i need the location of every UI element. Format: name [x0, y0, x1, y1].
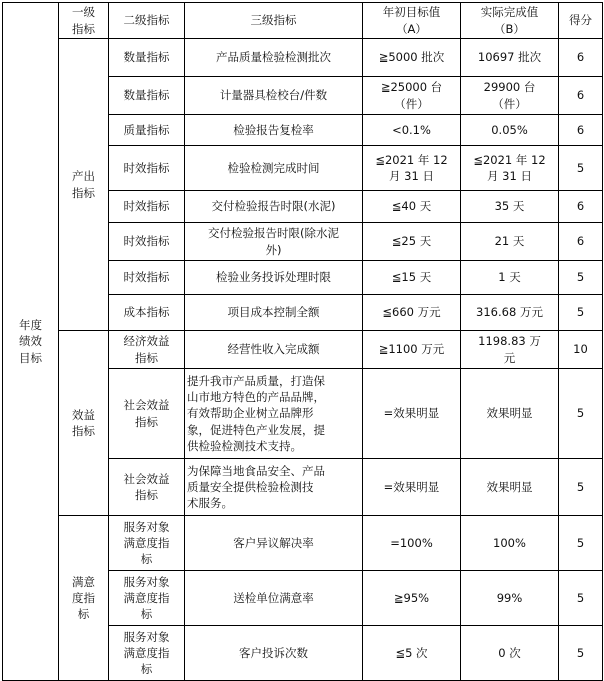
score-value: 5	[559, 295, 603, 331]
level3-indicator: 交付检验报告时限(水泥)	[185, 191, 363, 223]
level2-indicator: 服务对象 满意度指 标	[109, 571, 185, 626]
header-score: 得分	[559, 3, 603, 39]
level1-indicator: 产出 指标	[59, 39, 109, 331]
level3-indicator: 提升我市产品质量，打造保 山市地方特色的产品品牌， 有效帮助企业树立品牌形 象，促进特色产业发展，提 供检验检测技术支持。	[185, 369, 363, 459]
target-value: =效果明显	[363, 459, 461, 516]
header-actual: 实际完成值 （B）	[461, 3, 559, 39]
target-value: ≦5 次	[363, 626, 461, 681]
score-value: 5	[559, 459, 603, 516]
actual-value: 1198.83 万 元	[461, 331, 559, 369]
target-value: ≧1100 万元	[363, 331, 461, 369]
target-value: ≦40 天	[363, 191, 461, 223]
score-value: 10	[559, 331, 603, 369]
level2-indicator: 数量指标	[109, 77, 185, 115]
score-value: 5	[559, 626, 603, 681]
level2-indicator: 社会效益 指标	[109, 369, 185, 459]
actual-value: 99%	[461, 571, 559, 626]
target-value: =100%	[363, 516, 461, 571]
actual-value: 100%	[461, 516, 559, 571]
score-value: 5	[559, 571, 603, 626]
level3-indicator: 检验业务投诉处理时限	[185, 261, 363, 295]
level3-indicator: 送检单位满意率	[185, 571, 363, 626]
level2-indicator: 时效指标	[109, 261, 185, 295]
actual-value: 21 天	[461, 223, 559, 261]
level3-indicator: 检验检测完成时间	[185, 146, 363, 191]
actual-value: 35 天	[461, 191, 559, 223]
actual-value: 效果明显	[461, 369, 559, 459]
target-value: <0.1%	[363, 115, 461, 146]
target-value: =效果明显	[363, 369, 461, 459]
performance-table	[2, 2, 603, 681]
score-value: 5	[559, 261, 603, 295]
score-value: 6	[559, 191, 603, 223]
header-target: 年初目标值 （A）	[363, 3, 461, 39]
level2-indicator: 社会效益 指标	[109, 459, 185, 516]
header-level1: 一级 指标	[59, 3, 109, 39]
target-value: ≦660 万元	[363, 295, 461, 331]
score-value: 5	[559, 369, 603, 459]
level3-indicator: 客户异议解决率	[185, 516, 363, 571]
actual-value: ≦2021 年 12 月 31 日	[461, 146, 559, 191]
actual-value: 效果明显	[461, 459, 559, 516]
score-value: 6	[559, 39, 603, 77]
level3-indicator: 项目成本控制全额	[185, 295, 363, 331]
level2-indicator: 时效指标	[109, 223, 185, 261]
target-value: ≧25000 台 （件）	[363, 77, 461, 115]
target-value: ≧95%	[363, 571, 461, 626]
actual-value: 10697 批次	[461, 39, 559, 77]
score-value: 6	[559, 115, 603, 146]
level3-indicator: 计量器具检校台/件数	[185, 77, 363, 115]
level3-indicator: 检验报告复检率	[185, 115, 363, 146]
level2-indicator: 服务对象 满意度指 标	[109, 626, 185, 681]
level1-indicator: 效益 指标	[59, 331, 109, 516]
score-value: 5	[559, 516, 603, 571]
target-value: ≦25 天	[363, 223, 461, 261]
score-value: 6	[559, 77, 603, 115]
score-value: 5	[559, 146, 603, 191]
target-value: ≦2021 年 12 月 31 日	[363, 146, 461, 191]
table-row	[3, 39, 603, 77]
target-value: ≦15 天	[363, 261, 461, 295]
level1-indicator: 满意 度指 标	[59, 516, 109, 681]
actual-value: 316.68 万元	[461, 295, 559, 331]
actual-value: 0 次	[461, 626, 559, 681]
level3-indicator: 产品质量检验检测批次	[185, 39, 363, 77]
score-value: 6	[559, 223, 603, 261]
level2-indicator: 质量指标	[109, 115, 185, 146]
level2-indicator: 时效指标	[109, 146, 185, 191]
level3-indicator: 经营性收入完成额	[185, 331, 363, 369]
table-row	[3, 516, 603, 571]
header-level2: 二级指标	[109, 3, 185, 39]
actual-value: 29900 台 （件）	[461, 77, 559, 115]
annual-target-label: 年度 绩效 目标	[3, 3, 59, 681]
level2-indicator: 时效指标	[109, 191, 185, 223]
level3-indicator: 交付检验报告时限(除水泥 外)	[185, 223, 363, 261]
level3-indicator: 客户投诉次数	[185, 626, 363, 681]
level3-indicator: 为保障当地食品安全、产品 质量安全提供检验检测技 术服务。	[185, 459, 363, 516]
level2-indicator: 数量指标	[109, 39, 185, 77]
actual-value: 1 天	[461, 261, 559, 295]
level2-indicator: 成本指标	[109, 295, 185, 331]
table-row	[3, 331, 603, 369]
header-level3: 三级指标	[185, 3, 363, 39]
level2-indicator: 经济效益 指标	[109, 331, 185, 369]
actual-value: 0.05%	[461, 115, 559, 146]
header-row	[3, 3, 603, 39]
target-value: ≧5000 批次	[363, 39, 461, 77]
level2-indicator: 服务对象 满意度指 标	[109, 516, 185, 571]
